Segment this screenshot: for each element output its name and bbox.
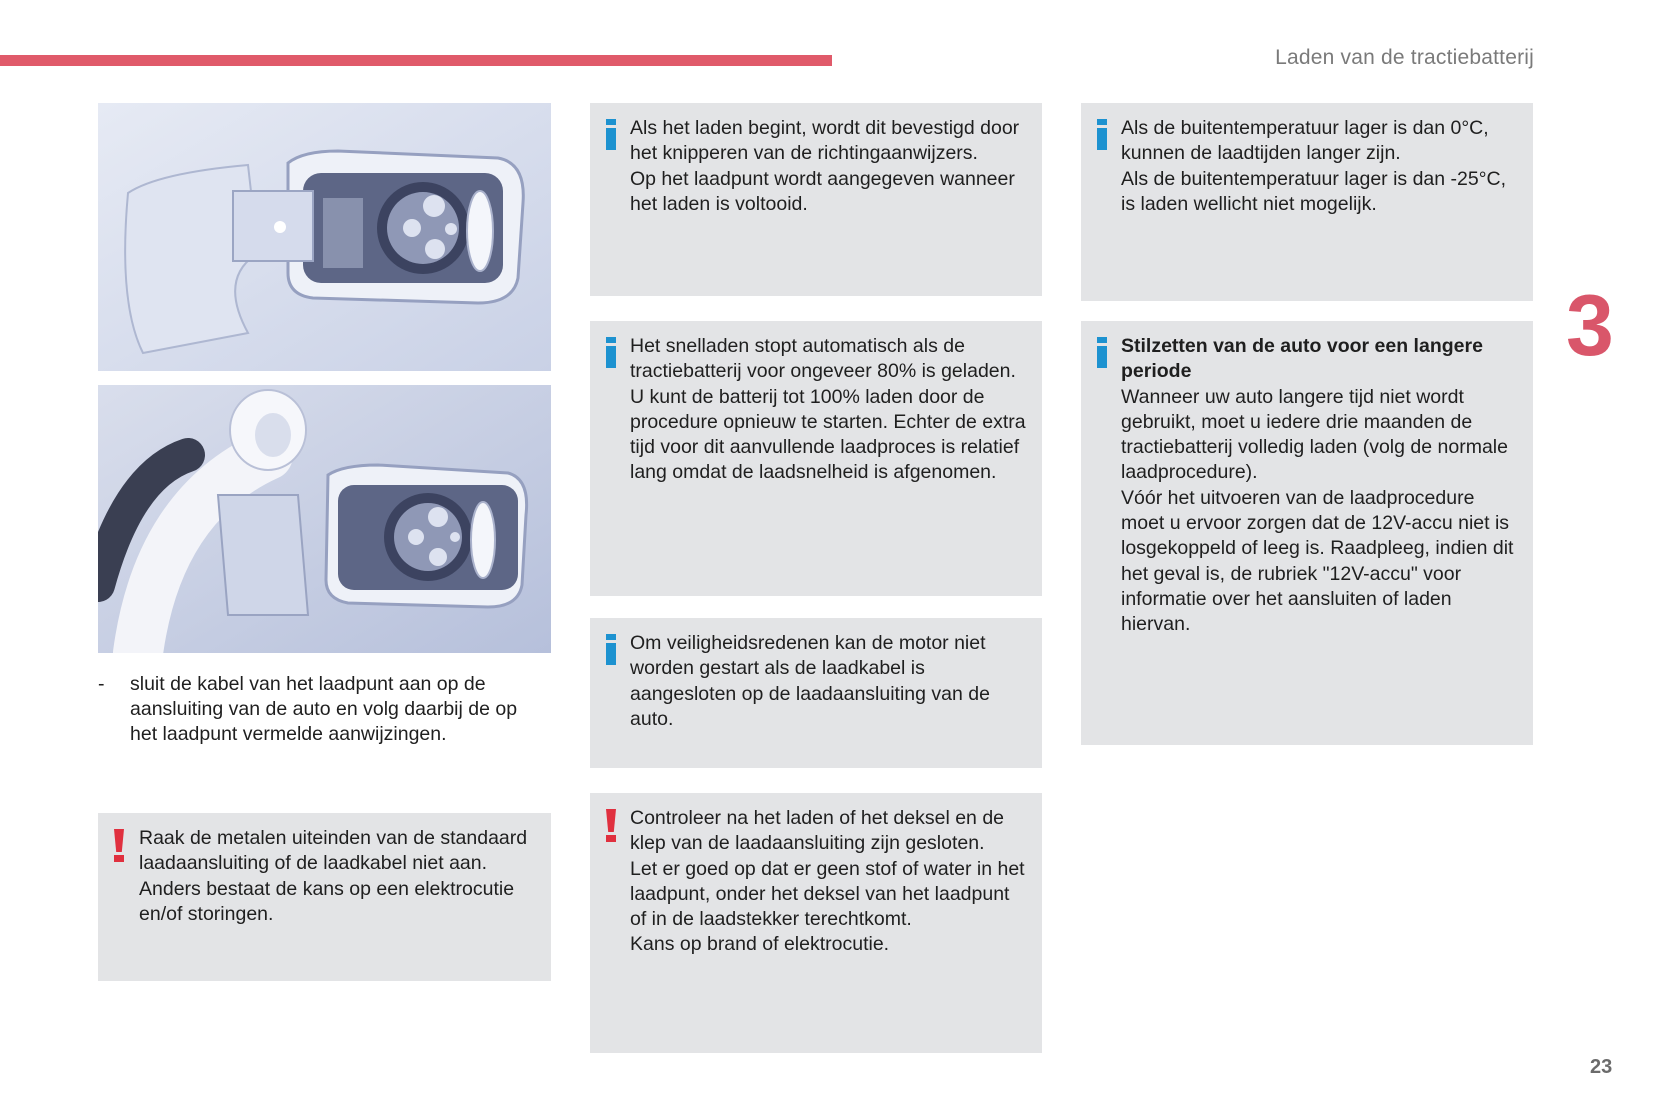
info-box-safety <box>590 618 1042 768</box>
warning-box-check-after-charging <box>590 793 1042 1053</box>
warning-box-metal-ends <box>98 813 551 981</box>
info-text: Als de buitentemperatuur lager is dan -25°C, is laden wellicht niet mogelijk. <box>1121 167 1507 215</box>
info-text: Wanneer uw auto langere tijd niet wordt gebruikt, moet u iedere drie maanden de tractiebatterij volledig laden (volg de normale laadprocedure). <box>1121 385 1508 484</box>
info-text: Als de buitentemperatuur lager is dan 0°C, kunnen de laadtijden langer zijn. <box>1121 117 1489 165</box>
info-icon <box>604 337 618 369</box>
charging-cable-connected-illustration <box>98 385 551 653</box>
warning-text: Controleer na het laden of het deksel en de klep van de laadaansluiting zijn gesloten. <box>630 807 1005 855</box>
list-dash: - <box>98 673 105 695</box>
warning-text: Raak de metalen uiteinden van de standaard laadaansluiting of de laadkabel niet aan. Anders bestaat de kans op een elektrocutie en/of storingen. <box>139 827 528 925</box>
info-heading: Stilzetten van de auto voor een langere periode <box>1121 335 1483 383</box>
page-number: 23 <box>1590 1056 1613 1078</box>
info-box-fast-charge <box>590 321 1042 596</box>
info-icon <box>1095 337 1109 369</box>
info-icon <box>604 119 618 151</box>
info-icon <box>604 634 618 666</box>
warning-text: Let er goed op dat er geen stof of water in het laadpunt, onder het deksel van het laadpunt of in de laadstekker terechtkomt. <box>630 857 1025 931</box>
info-box-charge-start <box>590 103 1042 296</box>
charging-flap-open-illustration <box>98 103 551 371</box>
info-box-temperature <box>1081 103 1533 301</box>
info-text: Het snelladen stopt automatisch als de tractiebatterij voor ongeveer 80% is geladen. U kunt de batterij tot 100% laden door de procedure opnieuw te starten. Echter de extra tijd voor dit aanvullende laadproces is relatief lang omdat de laadsnelheid is afgenomen. <box>630 335 1026 484</box>
instruction-list-item <box>98 672 538 747</box>
info-icon <box>1095 119 1109 151</box>
warning-icon <box>112 829 126 863</box>
info-text: Op het laadpunt wordt aangegeven wanneer het laden is voltooid. <box>630 167 1015 215</box>
info-text: Vóór het uitvoeren van de laadprocedure moet u ervoor zorgen dat de 12V-accu niet is losgekoppeld of leeg is. Raadpleeg, indien dit het geval is, de rubriek "12V-accu" voor informatie over het aansluiten of laden hiervan. <box>1121 486 1514 636</box>
warning-text: Kans op brand of elektrocutie. <box>630 933 890 956</box>
section-title: Laden van de tractiebatterij <box>1275 46 1534 69</box>
info-text: Als het laden begint, wordt dit bevestigd door het knipperen van de richtingaanwijzers. <box>630 117 1020 165</box>
info-box-long-storage <box>1081 321 1533 745</box>
chapter-number: 3 <box>1566 278 1614 374</box>
info-text: Om veiligheidsredenen kan de motor niet worden gestart als de laadkabel is aangesloten op de laadaansluiting van de auto. <box>630 632 990 730</box>
header-accent-bar <box>0 55 832 66</box>
warning-icon <box>604 809 618 843</box>
instruction-text: sluit de kabel van het laadpunt aan op de aansluiting van de auto en volg daarbij de op het laadpunt vermelde aanwijzingen. <box>130 673 518 745</box>
